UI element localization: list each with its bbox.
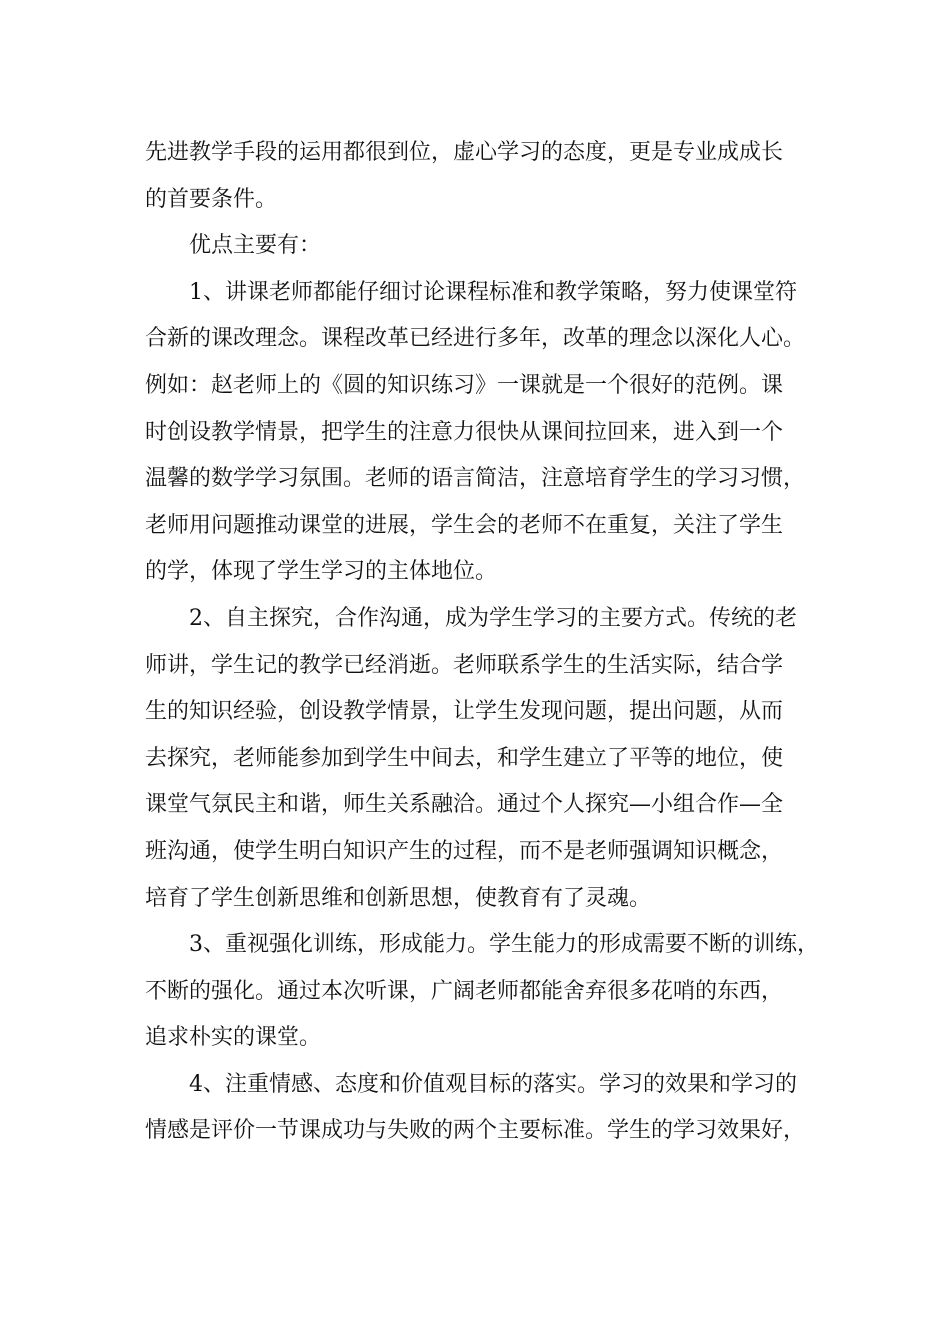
text-line: 1、讲课老师都能仔细讨论课程标准和教学策略，努力使课堂符 xyxy=(145,279,797,305)
paragraph-point-3 xyxy=(145,922,825,1062)
text-line: 班沟通，使学生明白知识产生的过程，而不是老师强调知识概念， xyxy=(145,838,784,864)
text-line: 优点主要有： xyxy=(145,233,322,259)
text-line: 去探究，老师能参加到学生中间去，和学生建立了平等的地位，使 xyxy=(145,745,784,771)
text-line: 例如：赵老师上的《圆的知识练习》一课就是一个很好的范例。课 xyxy=(145,372,784,398)
text-line: 合新的课改理念。课程改革已经进行多年，改革的理念以深化人心。 xyxy=(145,326,806,352)
text-line: 培育了学生创新思维和创新思想，使教育有了灵魂。 xyxy=(145,885,652,911)
document-body xyxy=(145,130,825,1155)
text-line: 追求朴实的课堂。 xyxy=(145,1025,322,1051)
text-line: 的首要条件。 xyxy=(145,186,278,212)
text-line: 时创设教学情景，把学生的注意力很快从课间拉回来，进入到一个 xyxy=(145,419,784,445)
text-line: 4、注重情感、态度和价值观目标的落实。学习的效果和学习的 xyxy=(145,1071,797,1097)
text-line: 生的知识经验，创设教学情景，让学生发现问题，提出问题，从而 xyxy=(145,699,784,725)
text-line: 先进教学手段的运用都很到位，虚心学习的态度，更是专业成成长 xyxy=(145,140,784,165)
text-line: 课堂气氛民主和谐，师生关系融洽。通过个人探究—小组合作—全 xyxy=(145,792,784,818)
text-line: 情感是评价一节课成功与失败的两个主要标准。学生的学习效果好， xyxy=(145,1118,806,1144)
text-line: 老师用问题推动课堂的进展，学生会的老师不在重复，关注了学生 xyxy=(145,512,784,538)
text-line: 2、自主探究，合作沟通，成为学生学习的主要方式。传统的老 xyxy=(145,605,797,631)
paragraph-intro-continuation xyxy=(145,130,825,223)
paragraph-point-1 xyxy=(145,270,825,596)
paragraph-point-2 xyxy=(145,596,825,922)
text-line: 的学，体现了学生学习的主体地位。 xyxy=(145,559,498,585)
text-line: 不断的强化。通过本次听课，广阔老师都能舍弃很多花哨的东西， xyxy=(145,978,784,1004)
text-line: 3、重视强化训练，形成能力。学生能力的形成需要不断的训练， xyxy=(145,932,819,958)
text-line: 温馨的数学学习氛围。老师的语言简洁，注意培育学生的学习习惯， xyxy=(145,466,806,492)
text-line: 师讲，学生记的教学已经消逝。老师联系学生的生活实际，结合学 xyxy=(145,652,784,678)
paragraph-point-4 xyxy=(145,1062,825,1155)
paragraph-advantages-heading xyxy=(145,223,825,270)
